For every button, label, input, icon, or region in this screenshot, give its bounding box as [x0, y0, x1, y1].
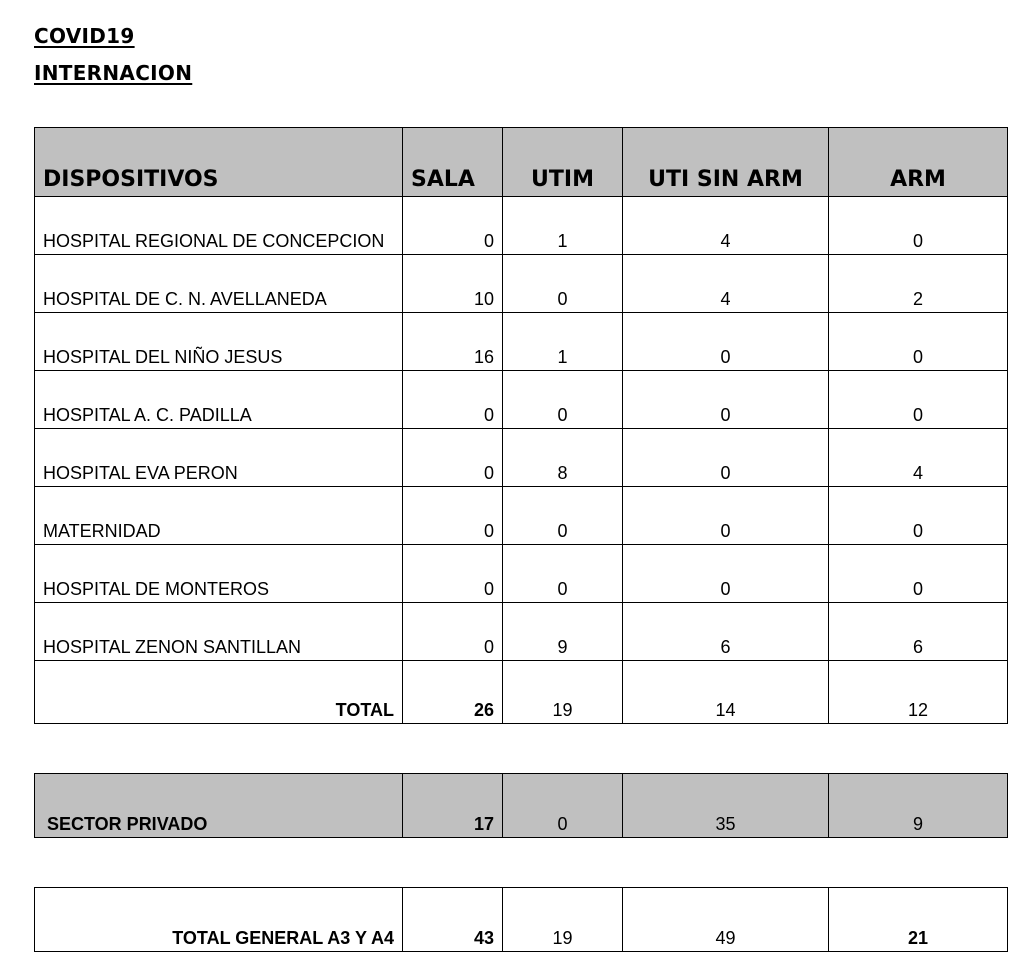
general-uti-sin-arm: 49 [623, 888, 829, 952]
hospital-name: HOSPITAL DE C. N. AVELLANEDA [35, 255, 403, 313]
total-uti-sin-arm: 14 [623, 661, 829, 724]
uti-sin-arm-value: 4 [623, 255, 829, 313]
table-row [35, 545, 1008, 603]
private-utim: 0 [503, 774, 623, 838]
private-sector-row [35, 774, 1008, 838]
utim-value: 8 [503, 429, 623, 487]
arm-value: 0 [829, 313, 1008, 371]
general-total-row [35, 888, 1008, 952]
general-arm: 21 [829, 888, 1008, 952]
arm-value: 0 [829, 545, 1008, 603]
total-sala: 26 [403, 661, 503, 724]
utim-value: 0 [503, 487, 623, 545]
uti-sin-arm-value: 6 [623, 603, 829, 661]
general-total-label: TOTAL GENERAL A3 Y A4 [35, 888, 403, 952]
hospital-name: HOSPITAL DEL NIÑO JESUS [35, 313, 403, 371]
private-sector-label: SECTOR PRIVADO [35, 774, 403, 838]
arm-value: 0 [829, 197, 1008, 255]
sala-value: 0 [403, 197, 503, 255]
hospital-name: HOSPITAL ZENON SANTILLAN [35, 603, 403, 661]
uti-sin-arm-value: 4 [623, 197, 829, 255]
total-arm: 12 [829, 661, 1008, 724]
col-header-uti-sin-arm: UTI SIN ARM [623, 128, 829, 197]
uti-sin-arm-value: 0 [623, 545, 829, 603]
utim-value: 0 [503, 545, 623, 603]
table-row [35, 313, 1008, 371]
col-header-arm: ARM [829, 128, 1008, 197]
table-row [35, 197, 1008, 255]
general-utim: 19 [503, 888, 623, 952]
total-utim: 19 [503, 661, 623, 724]
hospital-name: HOSPITAL DE MONTEROS [35, 545, 403, 603]
arm-value: 4 [829, 429, 1008, 487]
table-row [35, 371, 1008, 429]
arm-value: 0 [829, 487, 1008, 545]
uti-sin-arm-value: 0 [623, 429, 829, 487]
table-row [35, 487, 1008, 545]
table-row [35, 429, 1008, 487]
private-uti-sin-arm: 35 [623, 774, 829, 838]
internacion-table [34, 127, 1008, 724]
utim-value: 0 [503, 371, 623, 429]
header-row [35, 128, 1008, 197]
private-sector-table [34, 773, 1008, 838]
title-covid19: COVID19 [34, 24, 135, 48]
table-row [35, 603, 1008, 661]
arm-value: 0 [829, 371, 1008, 429]
sala-value: 0 [403, 545, 503, 603]
total-row [35, 661, 1008, 724]
col-header-sala: SALA [403, 128, 503, 197]
utim-value: 1 [503, 313, 623, 371]
total-label: TOTAL [35, 661, 403, 724]
col-header-utim: UTIM [503, 128, 623, 197]
hospital-name: HOSPITAL A. C. PADILLA [35, 371, 403, 429]
sala-value: 10 [403, 255, 503, 313]
general-total-table [34, 887, 1008, 952]
arm-value: 2 [829, 255, 1008, 313]
hospital-name: MATERNIDAD [35, 487, 403, 545]
sala-value: 0 [403, 371, 503, 429]
sala-value: 0 [403, 603, 503, 661]
sala-value: 0 [403, 487, 503, 545]
title-internacion: INTERNACION [34, 61, 193, 85]
table-row [35, 255, 1008, 313]
arm-value: 6 [829, 603, 1008, 661]
general-sala: 43 [403, 888, 503, 952]
utim-value: 9 [503, 603, 623, 661]
uti-sin-arm-value: 0 [623, 313, 829, 371]
private-sala: 17 [403, 774, 503, 838]
utim-value: 0 [503, 255, 623, 313]
hospital-name: HOSPITAL REGIONAL DE CONCEPCION [35, 197, 403, 255]
sala-value: 16 [403, 313, 503, 371]
sala-value: 0 [403, 429, 503, 487]
private-arm: 9 [829, 774, 1008, 838]
utim-value: 1 [503, 197, 623, 255]
uti-sin-arm-value: 0 [623, 371, 829, 429]
uti-sin-arm-value: 0 [623, 487, 829, 545]
col-header-dispositivos: DISPOSITIVOS [35, 128, 403, 197]
hospital-name: HOSPITAL EVA PERON [35, 429, 403, 487]
